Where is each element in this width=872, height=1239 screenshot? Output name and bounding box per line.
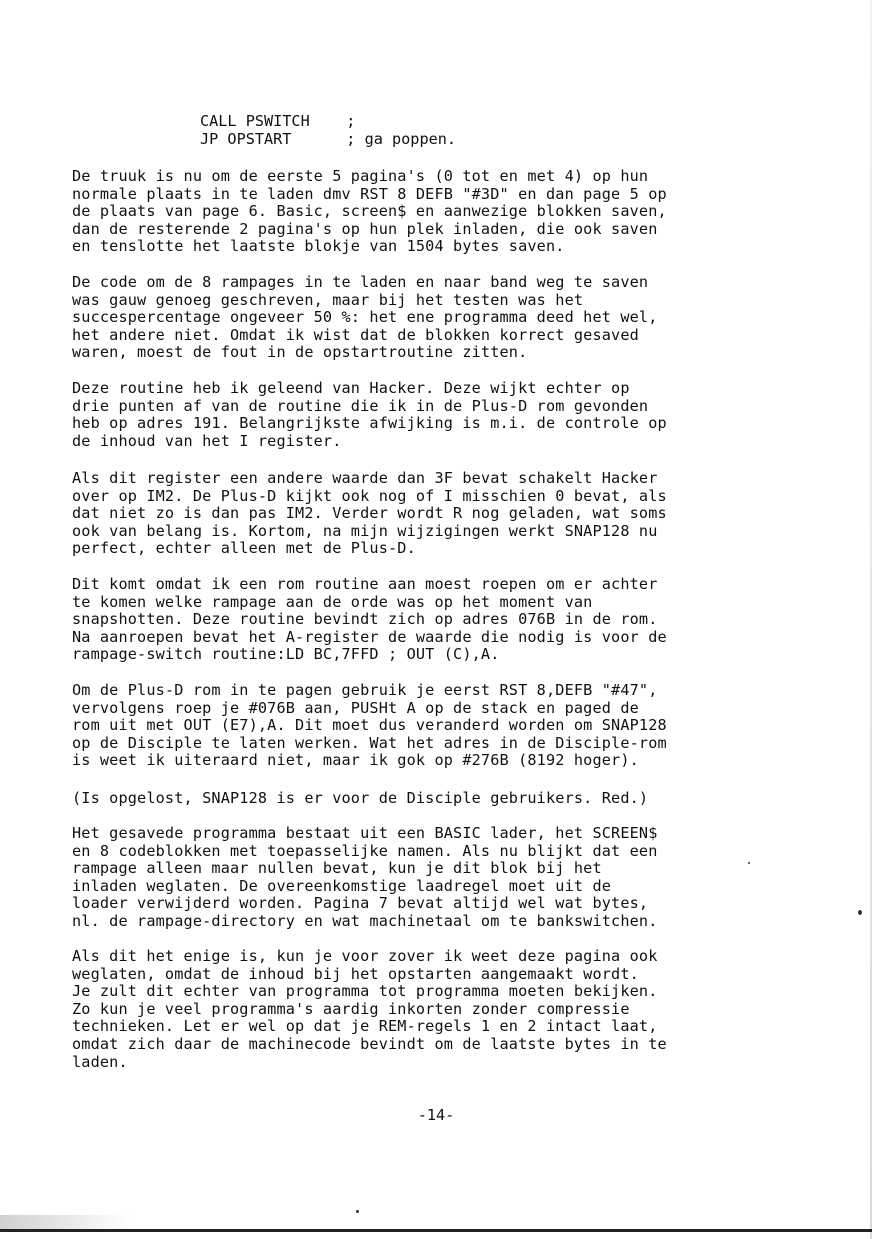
paragraph-rom-routine: Dit komt omdat ik een rom routine aan moest roepen om er achter te komen welke rampage aan de orde was op het moment van snapshotten. Deze routine bevindt zich op adres 076B in de rom. Na aanroepen bevat het A-register de waarde die nodig is voor de rampage-switch routine:LD BC,7FFD ; OUT (C),A. xyxy=(72,575,667,664)
paragraph-routine-hacker: Deze routine heb ik geleend van Hacker. Deze wijkt echter op drie punten af van de routine die ik in de Plus-D rom gevonden heb op adres 191. Belangrijkste afwijking is m.i. de controle op de inhoud van het I register. xyxy=(72,379,667,450)
scan-speck xyxy=(858,910,862,915)
paragraph-enige: Als dit het enige is, kun je voor zover ik weet deze pagina ook weglaten, omdat de inhoud bij het opstarten aangemaakt wordt. Je zult dit echter van programma tot programma moeten bekijken. Zo kun je veel programma's aardig inkorten zonder compressie technieken. Let er wel op dat je REM-regels 1 en 2 intact laat, omdat zich daar de machinecode bevindt om de laatste bytes in te laden. xyxy=(72,947,667,1071)
page-number: -14- xyxy=(417,1106,455,1124)
scan-smudge xyxy=(0,1215,130,1229)
paragraph-gesavede-programma: Het gesavede programma bestaat uit een BASIC lader, het SCREEN$ en 8 codeblokken met toepasselijke namen. Als nu blijkt dat een rampage alleen maar nullen bevat, kun je dit blok bij het inladen weglaten. De overeenkomstige laadregel moet uit de loader verwijderd worden. Pagina 7 bevat altijd wel wat bytes, nl. de rampage-directory en wat machinetaal om te bankswitchen. xyxy=(72,824,658,930)
paragraph-editor-note: (Is opgelost, SNAP128 is er voor de Disciple gebruikers. Red.) xyxy=(72,789,649,807)
paragraph-code-rampages: De code om de 8 rampages in te laden en naar band weg te saven was gauw genoeg geschreven, maar bij het testen was het succespercentage ongeveer 50 %: het ene programma deed het wel, het andere niet. Omdat ik wist dat de blokken korrect gesaved waren, moest de fout in de opstartroutine zitten. xyxy=(72,273,658,362)
paragraph-truuk: De truuk is nu om de eerste 5 pagina's (0 tot en met 4) op hun normale plaats in te laden dmv RST 8 DEFB "#3D" en dan page 5 op de plaats van page 6. Basic, screen$ en aanwezige blokken saven, dan de resterende 2 pagina's op hun plek inladen, die ook saven en tenslotte het laatste blokje van 1504 bytes saven. xyxy=(72,167,667,256)
code-line-call-pswitch: CALL PSWITCH ; xyxy=(200,112,356,130)
scan-speck xyxy=(356,1210,359,1213)
code-line-jp-opstart: JP OPSTART ; ga poppen. xyxy=(200,130,457,148)
paragraph-plus-d-rom: Om de Plus-D rom in te pagen gebruik je eerst RST 8,DEFB "#47", vervolgens roep je #076B aan, PUSHt A op de stack en paged de rom uit met OUT (E7),A. Dit moet dus veranderd worden om SNAP128 op de Disciple te laten werken. Wat het adres in de Disciple-rom is weet ik uiteraard niet, maar ik gok op #276B (8192 hoger). xyxy=(72,681,667,770)
scan-bottom-edge xyxy=(0,1229,872,1232)
scan-speck xyxy=(748,862,750,864)
code-block xyxy=(200,112,456,148)
paragraph-register: Als dit register een andere waarde dan 3F bevat schakelt Hacker over op IM2. De Plus-D kijkt ook nog of I misschien 0 bevat, als dat niet zo is dan pas IM2. Verder wordt R nog geladen, wat soms ook van belang is. Kortom, na mijn wijzigingen werkt SNAP128 nu perfect, echter alleen met de Plus-D. xyxy=(72,469,667,558)
